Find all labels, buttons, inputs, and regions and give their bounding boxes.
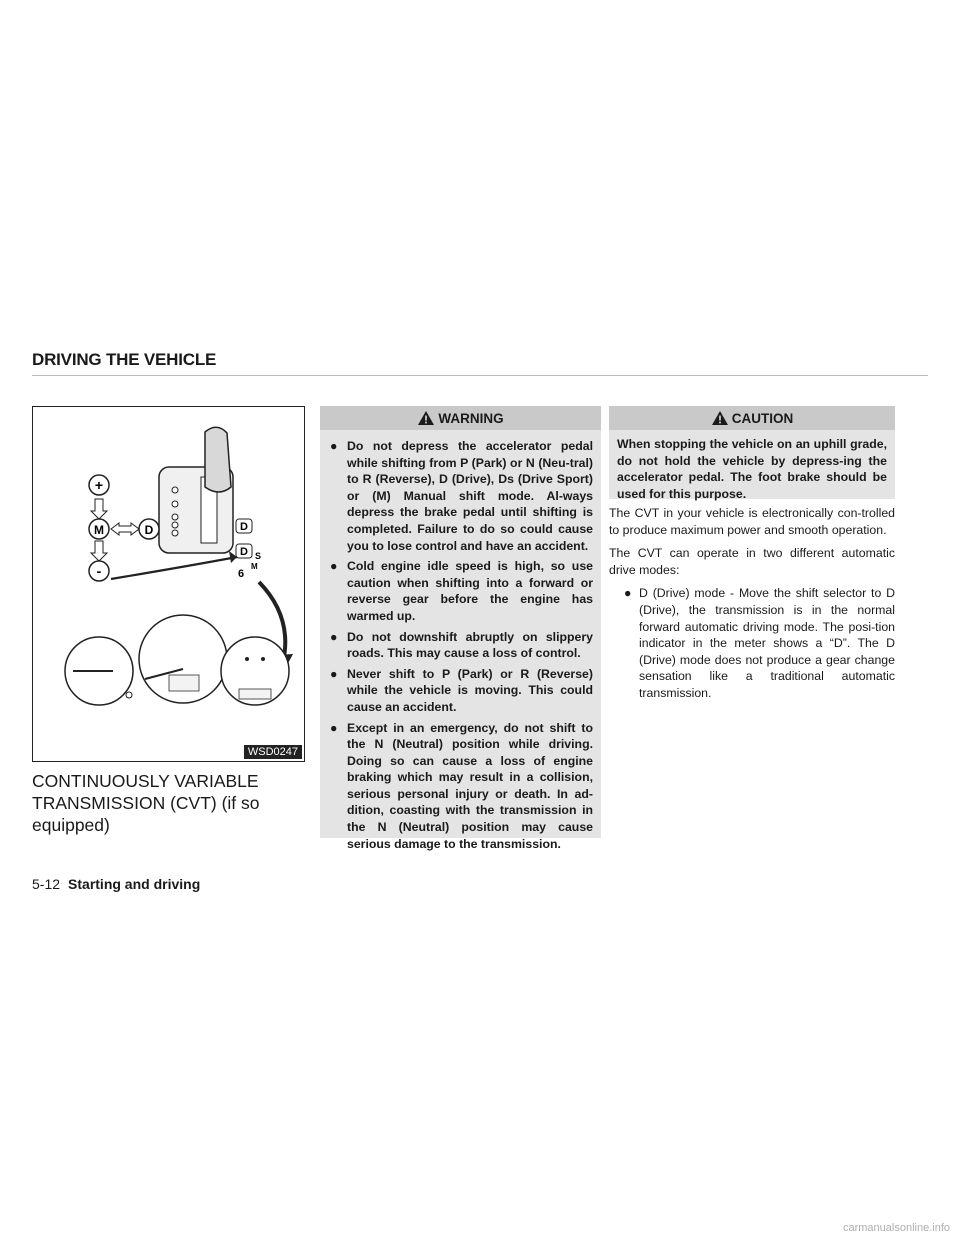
plus-label: + xyxy=(94,477,104,493)
watermark: carmanualsonline.info xyxy=(842,1222,950,1234)
page-number: 5-12 xyxy=(32,876,61,892)
warning-header xyxy=(320,406,601,430)
ds-box-label: D xyxy=(240,546,248,558)
m-label: M xyxy=(94,523,104,537)
body-paragraph-2: The CVT can operate in two different automatic drive modes: xyxy=(609,546,895,577)
cvt-shifter-figure xyxy=(32,406,305,762)
double-arrow-icon xyxy=(111,523,139,535)
figure-id: WSD0247 xyxy=(244,745,302,759)
d-box-label: D xyxy=(240,521,248,533)
drive-mode-bullet: ● D (Drive) mode - Move the shift selector to D (Drive), the transmission is in the normal forward automatic driving mode. The posi-tion indicator in the meter shows a “D”. The D (Drive) mode does not produce a gear change sensation like a traditional automatic transmission. xyxy=(624,586,895,700)
header-rule xyxy=(32,375,928,376)
sweep-arrow-line xyxy=(111,557,237,579)
warning-box xyxy=(320,406,601,851)
d-label: D xyxy=(144,523,154,537)
warning-item: ● Do not depress the accelerator pedal while shifting from P (Park) or N (Neu-tral) to R (Reverse), D (Drive), Ds (Drive Sport) or (M) Manual shift mode. Al-ways depress the brake pedal until shifting is completed. Failure to do so could cause you to lose control and have an accident. xyxy=(330,439,593,553)
caution-icon xyxy=(711,410,729,426)
warning-item: ● Except in an emergency, do not shift to the N (Neutral) position while driving. Doing so can cause a loss of engine braking which may result in a collision, serious personal injury or death. In ad-dition, coasting with the transmission in the N (Neutral) position may cause serious damage to the transmission. xyxy=(330,720,593,851)
down-arrow-icon xyxy=(91,541,107,561)
six-label: 6 xyxy=(238,568,245,580)
section-header: DRIVING THE VEHICLE xyxy=(32,350,217,369)
warning-list xyxy=(320,430,601,852)
body-paragraph-1: The CVT in your vehicle is electronically con-trolled to produce maximum power and smooth operation. xyxy=(609,506,895,537)
s-sub-label: S xyxy=(255,551,262,561)
caution-text: When stopping the vehicle on an uphill grade, do not hold the vehicle by depress-ing the accelerator pedal. The foot brake should be used for this purpose. xyxy=(617,437,887,501)
warning-item: ● Cold engine idle speed is high, so use caution when shifting into a forward or reverse gear before the engine has warmed up. xyxy=(330,559,593,623)
footer-section: Starting and driving xyxy=(68,876,201,892)
instrument-cluster xyxy=(65,615,289,705)
warning-item: ● Never shift to P (Park) or R (Reverse) while the vehicle is moving. This could cause an accident. xyxy=(330,666,593,714)
caution-title: CAUTION xyxy=(731,410,794,426)
body-text xyxy=(609,505,895,702)
section-title: CONTINUOUSLY VARIABLE TRANSMISSION (CVT) (if so equipped) xyxy=(32,771,260,835)
figure-illustration xyxy=(33,407,304,761)
warning-icon xyxy=(417,410,435,426)
caution-header xyxy=(609,406,895,430)
caution-box xyxy=(609,406,895,499)
m-sup-label: M xyxy=(251,562,258,571)
up-arrow-icon xyxy=(91,499,107,519)
warning-title: WARNING xyxy=(438,410,504,426)
minus-label: - xyxy=(96,563,102,579)
warning-item: ● Do not downshift abruptly on slippery roads. This may cause a loss of control. xyxy=(330,629,593,661)
page-footer xyxy=(32,876,200,892)
shift-knob xyxy=(205,427,231,492)
